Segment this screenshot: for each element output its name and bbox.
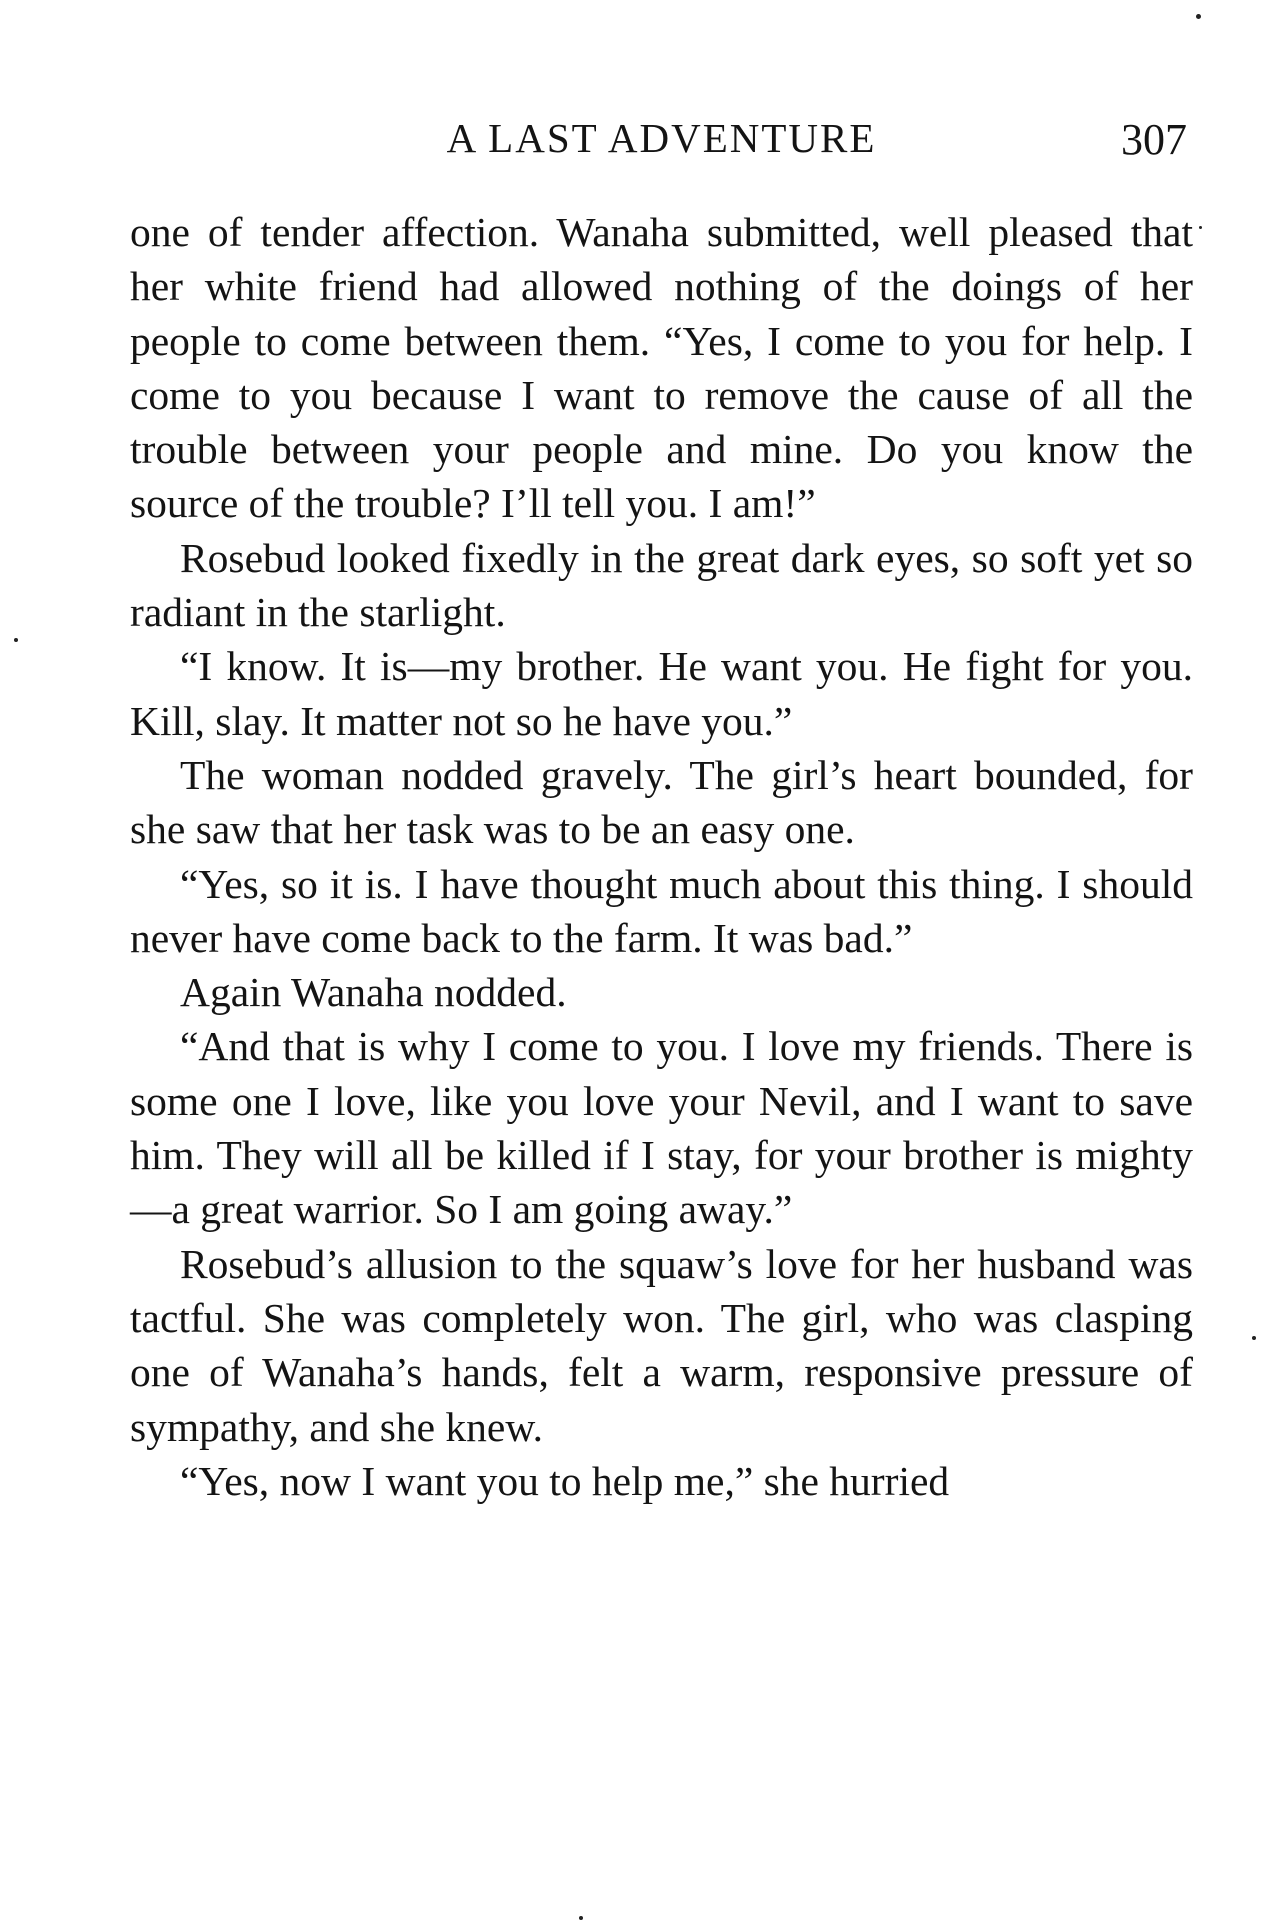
scan-speck — [579, 1916, 583, 1920]
scan-speck — [14, 638, 18, 642]
page-header — [130, 108, 1193, 168]
page-number: 307 — [1121, 115, 1187, 164]
scan-speck — [1199, 226, 1202, 229]
paragraph: “And that is why I come to you. I love my friends. There is some one I love, like you love your Nevil, and I want to save him. They will all be killed if I stay, for your brother is mighty—a great warrior. So I am going away.” — [130, 1023, 1193, 1233]
scan-speck — [1196, 14, 1201, 19]
running-head: A LAST ADVENTURE — [446, 115, 877, 161]
body-text — [130, 205, 1193, 1508]
paragraph: Again Wanaha nodded. — [180, 969, 567, 1016]
scan-speck — [1252, 1336, 1256, 1340]
paragraph-continued: one of tender affection. Wanaha submitted, well pleased that her white friend had allowed nothing of the doings of her people to come between them. “Yes, I come to you for help. I come to you because I want to remove the cause of all the trouble between your people and mine. Do you know the source of the trouble? I’ll tell you. I am!” — [130, 209, 1193, 527]
paragraph: The woman nodded gravely. The girl’s heart bounded, for she saw that her task was to be an easy one. — [130, 751, 1193, 853]
paragraph: “I know. It is—my brother. He want you. He fight for you. Kill, slay. It matter not so he have you.” — [130, 643, 1193, 744]
paragraph: Rosebud’s allusion to the squaw’s love for her husband was tactful. She was completely won. The girl, who was clasping one of Wanaha’s hands, felt a warm, responsive pressure of sympathy, and she knew. — [130, 1240, 1193, 1450]
paragraph-last-line: “Yes, now I want you to help me,” she hurried — [180, 1457, 950, 1504]
paragraph: “Yes, so it is. I have thought much about this thing. I should never have come back to the farm. It was bad.” — [130, 860, 1193, 961]
paragraph: Rosebud looked fixedly in the great dark eyes, so soft yet so radiant in the starlight. — [130, 534, 1193, 636]
